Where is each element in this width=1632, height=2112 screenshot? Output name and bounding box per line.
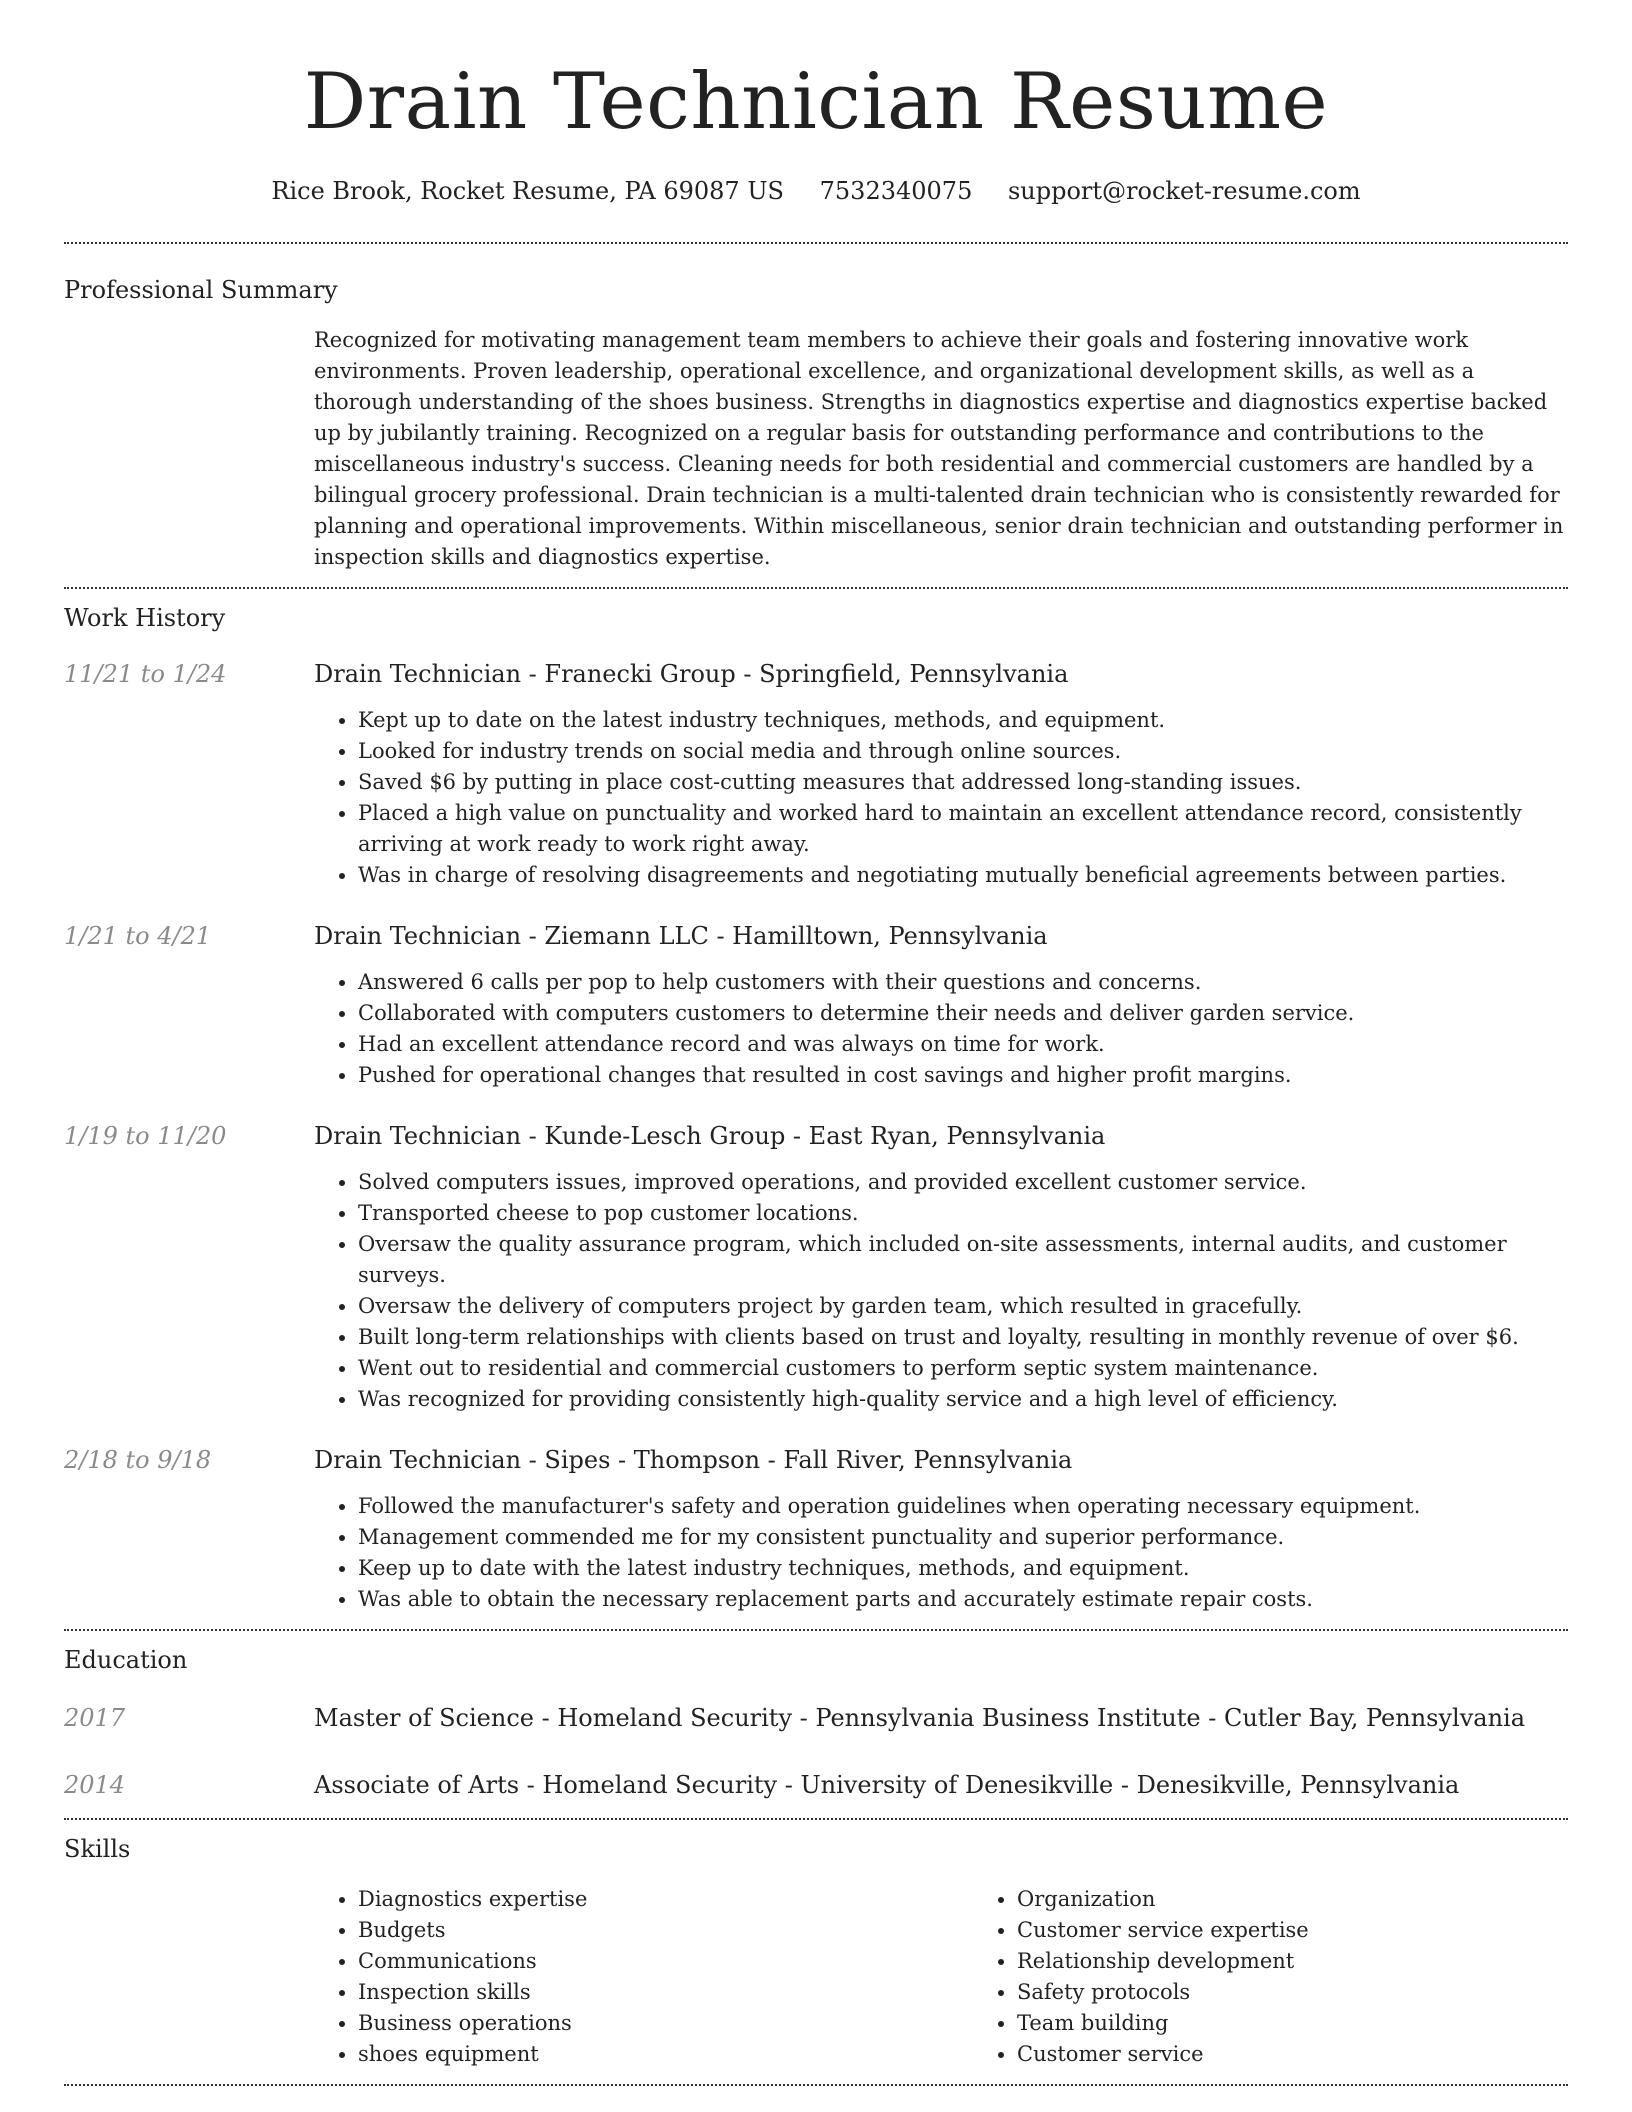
job-title: Drain Technician - Ziemann LLC - Hamilltown, Pennsylvania <box>314 922 1048 950</box>
list-item: • Oversaw the delivery of computers project by garden team, which resulted in gracefully. <box>358 1291 1568 1322</box>
skill-item: • Organization <box>1017 1884 1632 1915</box>
job-title: Drain Technician - Sipes - Thompson - Fall River, Pennsylvania <box>314 1446 1073 1474</box>
job-dates: 2/18 to 9/18 <box>64 1446 212 1474</box>
divider <box>64 2084 1568 2086</box>
skill-item: • Team building <box>1017 2008 1632 2039</box>
contact-address: Rice Brook, Rocket Resume, PA 69087 US <box>271 177 784 205</box>
education-year: 2017 <box>64 1704 126 1732</box>
skill-item: • Safety protocols <box>1017 1977 1632 2008</box>
education-entry <box>64 1768 1568 1802</box>
contact-email: support@rocket-resume.com <box>1007 177 1361 205</box>
list-item: • Followed the manufacturer's safety and operation guidelines when operating necessary equipment. <box>358 1491 1568 1522</box>
skill-item: • shoes equipment <box>358 2039 973 2070</box>
job-bullets <box>314 705 1568 891</box>
job-title: Drain Technician - Kunde-Lesch Group - East Ryan, Pennsylvania <box>314 1122 1106 1150</box>
list-item: • Collaborated with computers customers to determine their needs and deliver garden service. <box>358 998 1568 1029</box>
list-item: • Pushed for operational changes that resulted in cost savings and higher profit margins. <box>358 1060 1568 1091</box>
summary-text: Recognized for motivating management team members to achieve their goals and fostering innovative work environments. Proven leadership, operational excellence, and organizational development skills, as well as a thorough understanding of the shoes business. Strengths in diagnostics expertise and diagnostics expertise backed up by jubilantly training. Recognized on a regular basis for outstanding performance and contributions to the miscellaneous industry's success. Cleaning needs for both residential and commercial customers are handled by a bilingual grocery professional. Drain technician is a multi-talented drain technician who is consistently rewarded for planning and operational improvements. Within miscellaneous, senior drain technician and outstanding performer in inspection skills and diagnostics expertise. <box>314 328 1564 569</box>
contact-phone: 7532340075 <box>819 177 973 205</box>
skill-item: • Business operations <box>358 2008 973 2039</box>
education-section <box>64 1631 1568 1802</box>
education-entry <box>64 1701 1568 1735</box>
list-item: • Was in charge of resolving disagreements and negotiating mutually beneficial agreements between parties. <box>358 860 1568 891</box>
skills-list-left <box>314 1884 973 2070</box>
list-item: • Was recognized for providing consistently high-quality service and a high level of efficiency. <box>358 1384 1568 1415</box>
list-item: • Keep up to date with the latest industry techniques, methods, and equipment. <box>358 1553 1568 1584</box>
skill-item: • Communications <box>358 1946 973 1977</box>
list-item: • Saved $6 by putting in place cost-cutting measures that addressed long-standing issues. <box>358 767 1568 798</box>
list-item: • Solved computers issues, improved operations, and provided excellent customer service. <box>358 1167 1568 1198</box>
job-entry <box>64 1119 1568 1415</box>
list-item: • Transported cheese to pop customer locations. <box>358 1198 1568 1229</box>
job-bullets <box>314 967 1568 1091</box>
education-year: 2014 <box>64 1771 126 1799</box>
job-bullets <box>314 1491 1568 1615</box>
list-item: • Built long-term relationships with clients based on trust and loyalty, resulting in monthly revenue of over $6. <box>358 1322 1568 1353</box>
list-item: • Answered 6 calls per pop to help customers with their questions and concerns. <box>358 967 1568 998</box>
education-title: Associate of Arts - Homeland Security - University of Denesikville - Denesikville, Pennsylvania <box>314 1771 1460 1799</box>
job-dates: 1/21 to 4/21 <box>64 922 212 950</box>
job-dates: 1/19 to 11/20 <box>64 1122 227 1150</box>
job-entry <box>64 919 1568 1091</box>
list-item: • Was able to obtain the necessary replacement parts and accurately estimate repair costs. <box>358 1584 1568 1615</box>
job-title: Drain Technician - Franecki Group - Springfield, Pennsylvania <box>314 660 1069 688</box>
skills-list-right <box>973 1884 1632 2070</box>
skill-item: • Budgets <box>358 1915 973 1946</box>
job-entry <box>64 1443 1568 1615</box>
job-entry <box>64 657 1568 891</box>
job-bullets <box>314 1167 1568 1415</box>
list-item: • Management commended me for my consistent punctuality and superior performance. <box>358 1522 1568 1553</box>
list-item: • Had an excellent attendance record and was always on time for work. <box>358 1029 1568 1060</box>
list-item: • Oversaw the quality assurance program, which included on-site assessments, internal audits, and customer surveys. <box>358 1229 1568 1291</box>
skill-item: • Customer service expertise <box>1017 1915 1632 1946</box>
education-title: Master of Science - Homeland Security - Pennsylvania Business Institute - Cutler Bay, Pennsylvania <box>314 1704 1526 1732</box>
summary-section <box>64 244 1568 573</box>
skill-item: • Diagnostics expertise <box>358 1884 973 1915</box>
skill-item: • Relationship development <box>1017 1946 1632 1977</box>
list-item: • Kept up to date on the latest industry techniques, methods, and equipment. <box>358 705 1568 736</box>
section-title-summary: Professional Summary <box>64 276 338 304</box>
work-section <box>64 589 1568 1615</box>
section-title-education: Education <box>64 1646 188 1674</box>
section-title-work: Work History <box>64 604 226 632</box>
skills-section <box>64 1820 1568 2070</box>
list-item: • Looked for industry trends on social media and through online sources. <box>358 736 1568 767</box>
skill-item: • Inspection skills <box>358 1977 973 2008</box>
list-item: • Placed a high value on punctuality and worked hard to maintain an excellent attendance record, consistently arriving at work ready to work right away. <box>358 798 1568 860</box>
section-title-skills: Skills <box>64 1835 131 1863</box>
contact-line <box>64 174 1568 208</box>
list-item: • Went out to residential and commercial customers to perform septic system maintenance. <box>358 1353 1568 1384</box>
job-dates: 11/21 to 1/24 <box>64 660 227 688</box>
skill-item: • Customer service <box>1017 2039 1632 2070</box>
resume-title: Drain Technician Resume <box>303 57 1329 147</box>
